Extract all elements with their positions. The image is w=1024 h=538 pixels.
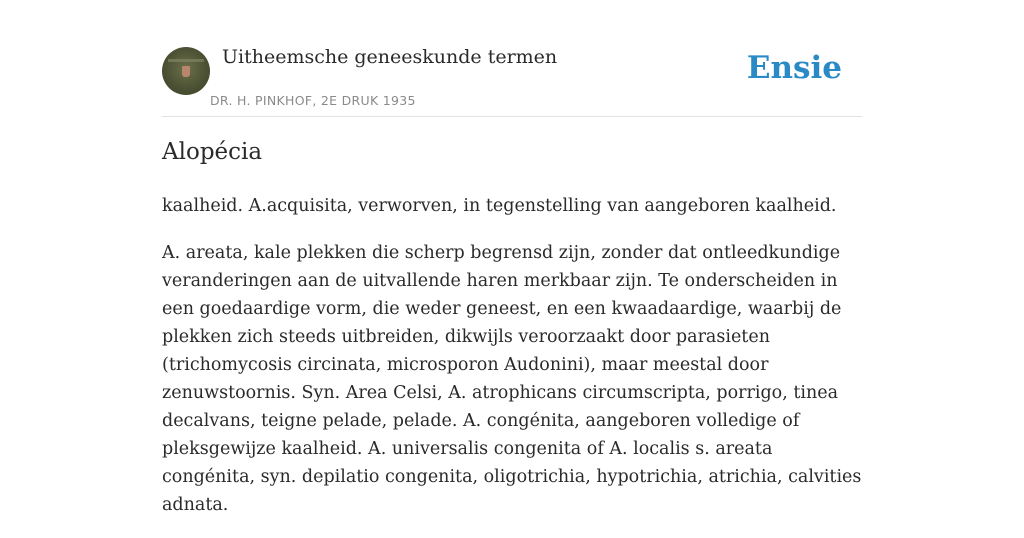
- page-container: [162, 0, 862, 515]
- header: [162, 0, 862, 117]
- definition-paragraph: kaalheid. A.acquisita, verworven, in tegenstelling van aangeboren kaalheid.: [162, 196, 837, 216]
- book-cover-icon[interactable]: [162, 47, 210, 95]
- book-cover-emblem: [182, 66, 190, 77]
- ensie-logo-link[interactable]: Ensie: [746, 50, 842, 86]
- definition-paragraph: A. areata, kale plekken die scherp begrensd zijn, zonder dat ontleedkundige veranderingen aan de uitvallende haren merkbaar zijn. Te onderscheiden in een goedaardige vorm, die weder geneest, en een kwaadaardige, waarbij de plekken zich steeds uitbreiden, dikwijls veroorzaakt door parasieten (trichomycosis circinata, microsporon Audonini), maar meestal door zenuwstoornis. Syn. Area Celsi, A. atrophicans circumscripta, porrigo, tinea decalvans, teigne pelade, pelade. A. congénita, aangeboren volledige of pleksgewijze kaalheid. A. universalis congenita of A. localis s. areata congénita, syn. depilatio congenita, oligotrichia, hypotrichia, atrichia, calvities adnata.: [162, 243, 862, 515]
- entry-term: Alopécia: [162, 139, 263, 165]
- entry-definition: [162, 192, 862, 538]
- book-subtitle: DR. H. PINKHOF, 2E DRUK 1935: [210, 93, 416, 108]
- book-cover-band: [168, 59, 204, 62]
- book-title[interactable]: Uitheemsche geneeskunde termen: [222, 46, 558, 68]
